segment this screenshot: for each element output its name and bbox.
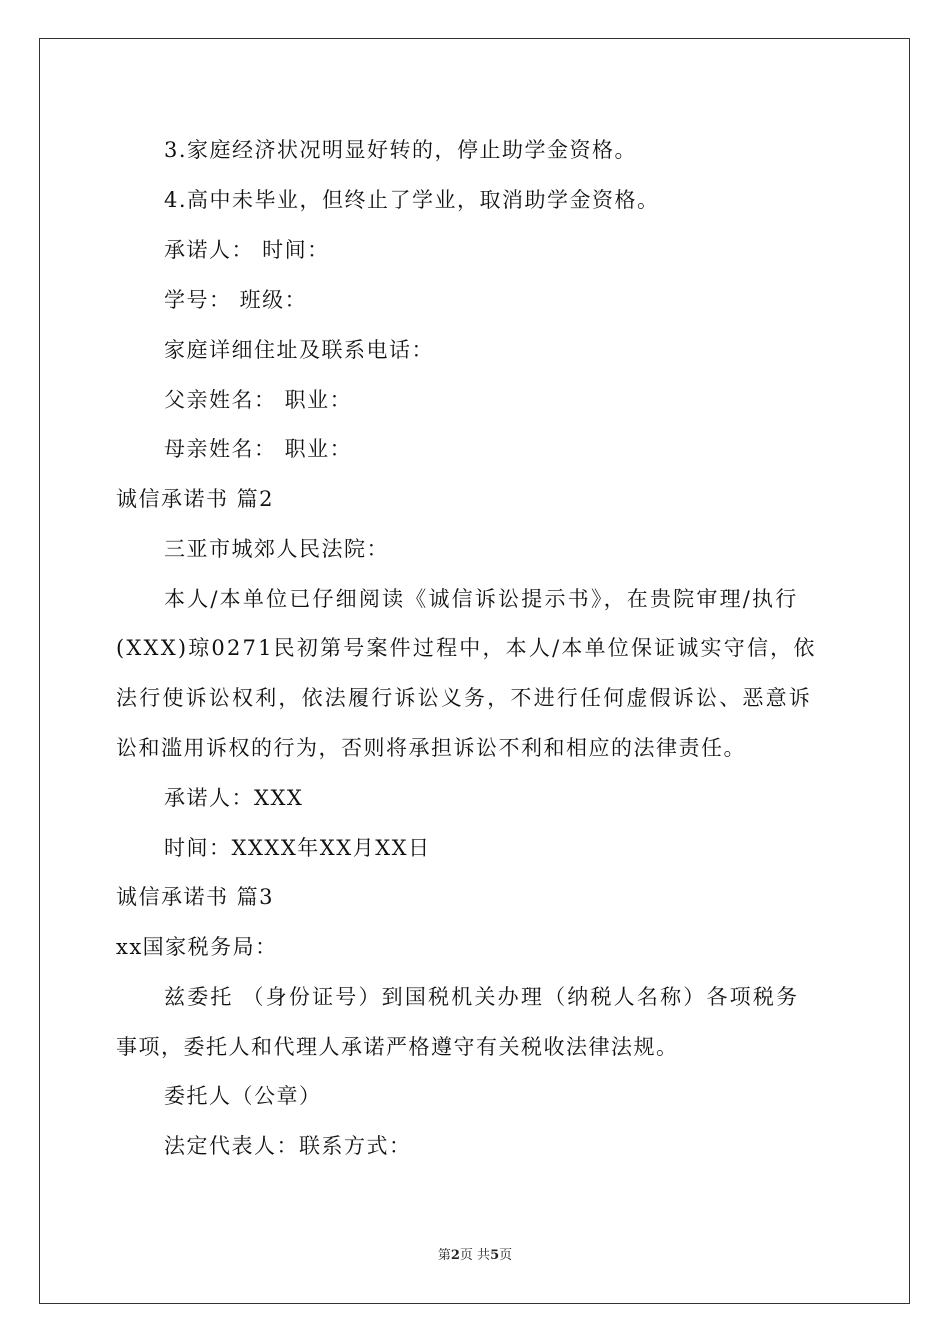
text-line: 母亲姓名： 职业： xyxy=(164,437,353,461)
text-line: 父亲姓名： 职业： xyxy=(164,388,353,412)
footer-suffix: 页 xyxy=(499,1248,513,1263)
current-page-number: 2 xyxy=(450,1248,460,1263)
text-line: 家庭详细住址及联系电话： xyxy=(164,338,434,362)
text-line: 承诺人：XXX xyxy=(164,786,304,810)
text-line: 学号： 班级： xyxy=(164,288,308,312)
text-line: 时间：XXXX年XX月XX日 xyxy=(164,836,431,860)
text-line: 本人/本单位已仔细阅读《诚信诉讼提示书》，在贵院审理/执行 xyxy=(164,587,799,611)
footer-mid: 页 共 xyxy=(459,1248,491,1263)
text-line: 三亚市城郊人民法院： xyxy=(164,537,389,561)
text-line: (XXX)琼0271民初第号案件过程中，本人/本单位保证诚实守信，依 xyxy=(116,636,817,660)
page-frame xyxy=(39,38,910,1304)
text-line: xx国家税务局： xyxy=(116,935,278,959)
text-line: 事项，委托人和代理人承诺严格遵守有关税收法律法规。 xyxy=(116,1035,679,1059)
text-line: 3.家庭经济状况明显好转的，停止助学金资格。 xyxy=(164,138,638,162)
footer-prefix: 第 xyxy=(437,1248,451,1263)
text-line: 讼和滥用诉权的行为，否则将承担诉讼不利和相应的法律责任。 xyxy=(116,736,746,760)
text-line: 委托人（公章） xyxy=(164,1084,322,1108)
text-line: 法行使诉讼权利，依法履行诉讼义务，不进行任何虚假诉讼、恶意诉 xyxy=(116,686,812,710)
text-line: 兹委托 （身份证号）到国税机关办理（纳税人名称）各项税务 xyxy=(164,985,800,1009)
section-heading: 诚信承诺书 篇2 xyxy=(116,487,275,511)
section-heading: 诚信承诺书 篇3 xyxy=(116,885,275,909)
text-line: 法定代表人：联系方式： xyxy=(164,1134,412,1158)
text-line: 4.高中未毕业，但终止了学业，取消助学金资格。 xyxy=(164,188,660,212)
total-page-number: 5 xyxy=(490,1248,500,1263)
text-line: 承诺人： 时间： xyxy=(164,238,330,262)
page-footer xyxy=(0,1247,950,1265)
